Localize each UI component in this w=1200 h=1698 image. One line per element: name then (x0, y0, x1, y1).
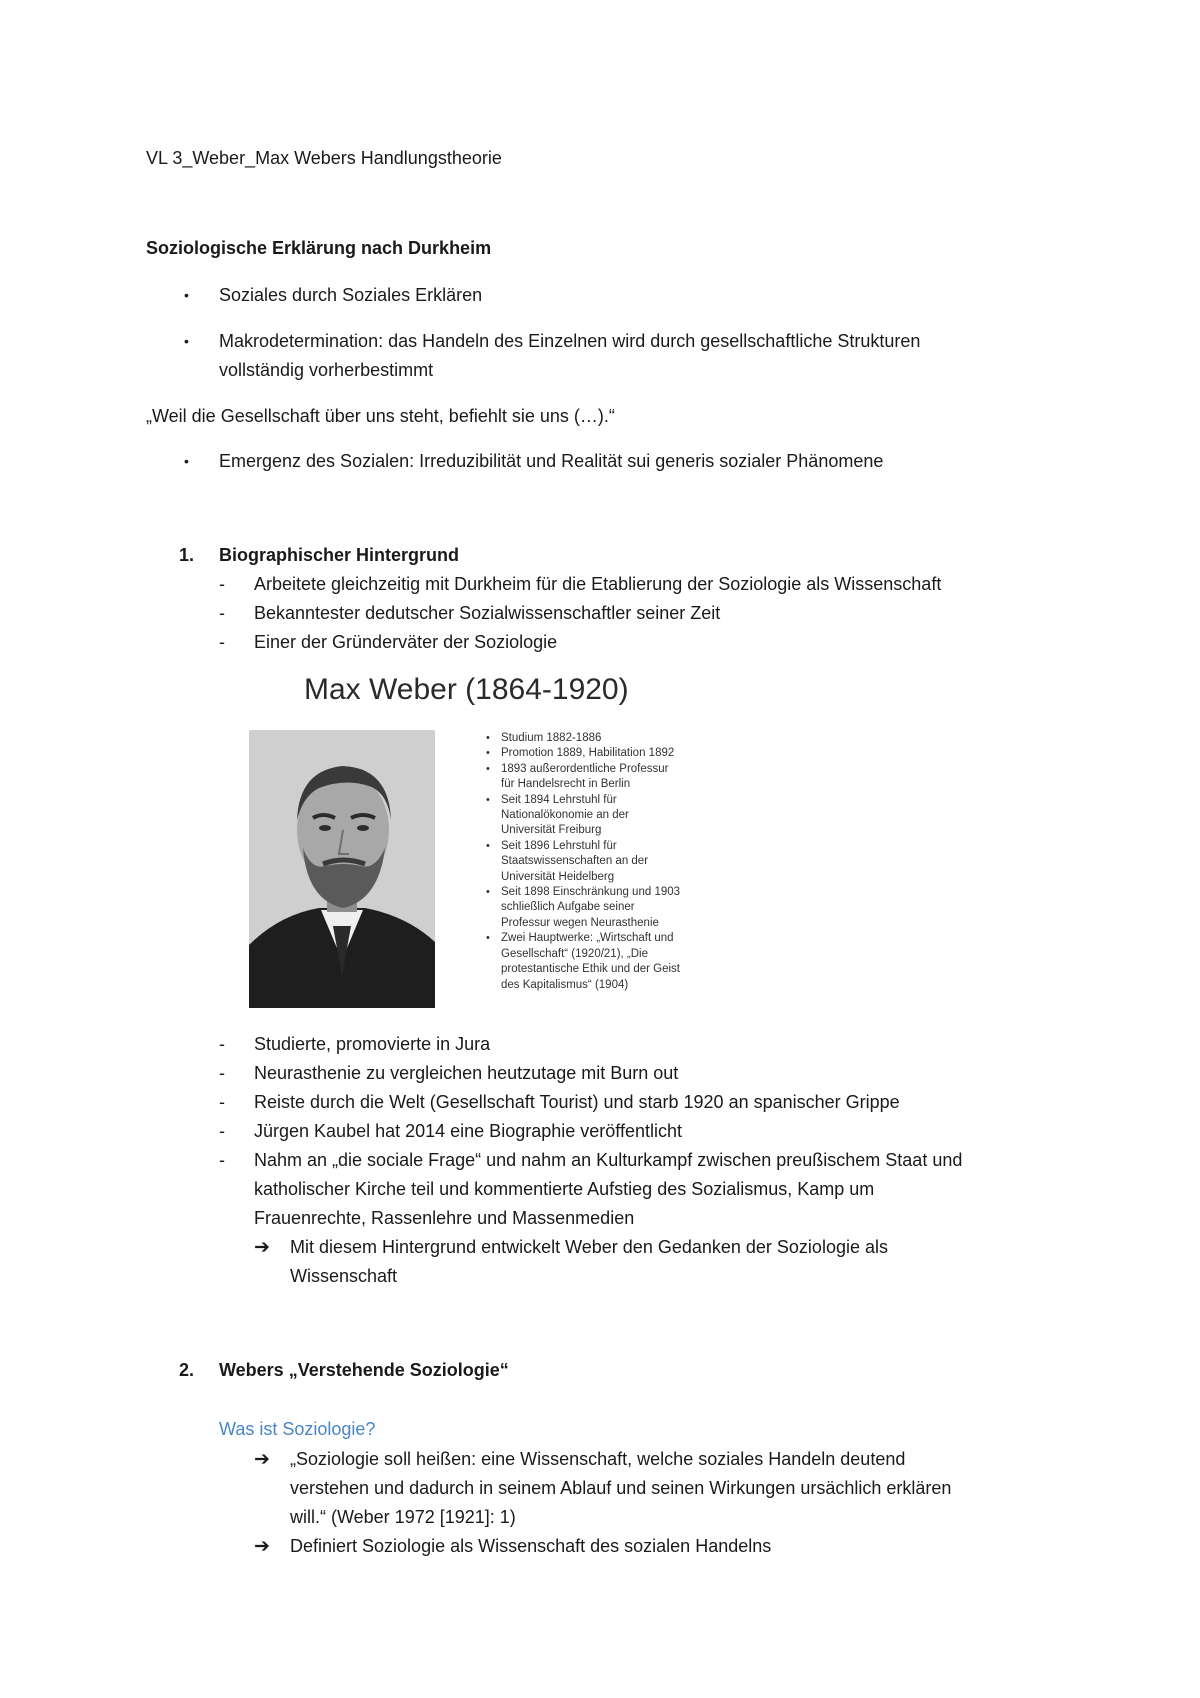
slide-list-item: • Promotion 1889, Habilitation 1892 (483, 746, 763, 761)
list-item: Soziales durch Soziales Erklären (219, 285, 483, 305)
slide-list-item: • Seit 1896 Lehrstuhl für Staatswissenschaften an der Universität Heidelberg (483, 839, 763, 885)
list-item: Einer der Gründerväter der Soziologie (254, 632, 558, 652)
dash-marker: - (219, 574, 225, 594)
slide-list-item: • 1893 außerordentliche Professur für Handelsrecht in Berlin (483, 762, 763, 793)
slide-list-item: • Zwei Hauptwerke: „Wirtschaft und Gesellschaft“ (1920/21), „Die protestantische Ethik und der Geist des Kapitalismus“ (1904) (483, 931, 763, 993)
arrow-right-icon: ➔ (254, 1449, 270, 1470)
section-heading-biography: Biographischer Hintergrund (219, 545, 460, 565)
list-item-continuation: katholischer Kirche teil und kommentierte Aufstieg des Sozialismus, Kamp um (254, 1179, 875, 1199)
dash-marker: - (219, 1150, 225, 1170)
list-item-continuation: vollständig vorherbestimmt (219, 360, 434, 380)
arrow-right-icon: ➔ (254, 1536, 270, 1557)
dash-marker: - (219, 632, 225, 652)
quote-text: „Weil die Gesellschaft über uns steht, befiehlt sie uns (…).“ (146, 406, 615, 426)
slide-bullet-list (483, 731, 763, 993)
slide-list-item: • Seit 1898 Einschränkung und 1903 schließlich Aufgabe seiner Professur wegen Neurasthenie (483, 885, 763, 931)
bullet-icon: • (184, 333, 189, 349)
portrait-image (249, 730, 435, 1008)
dash-marker: - (219, 1121, 225, 1141)
subheading: Was ist Soziologie? (219, 1419, 376, 1439)
list-item: Reiste durch die Welt (Gesellschaft Tourist) und starb 1920 an spanischer Grippe (254, 1092, 900, 1112)
list-item: Jürgen Kaubel hat 2014 eine Biographie veröffentlicht (254, 1121, 682, 1141)
section-number: 1. (179, 545, 195, 565)
slide-list-item: • Seit 1894 Lehrstuhl für Nationalökonomie an der Universität Freiburg (483, 793, 763, 839)
list-item: Makrodetermination: das Handeln des Einzelnen wird durch gesellschaftliche Strukturen (219, 331, 921, 351)
section-heading-durkheim: Soziologische Erklärung nach Durkheim (146, 238, 492, 258)
section-number: 2. (179, 1360, 195, 1380)
list-item: Emergenz des Sozialen: Irreduzibilität und Realität sui generis sozialer Phänomene (219, 451, 884, 471)
section-heading-verstehende: Webers „Verstehende Soziologie“ (219, 1360, 509, 1380)
list-item: Nahm an „die sociale Frage“ und nahm an Kulturkampf zwischen preußischem Staat und (254, 1150, 963, 1170)
arrow-item: Definiert Soziologie als Wissenschaft des sozialen Handelns (290, 1536, 772, 1556)
arrow-item-continuation: Wissenschaft (290, 1266, 398, 1286)
dash-marker: - (219, 1092, 225, 1112)
arrow-item: „Soziologie soll heißen: eine Wissenschaft, welche soziales Handeln deutend (290, 1449, 906, 1469)
slide-list-item: • Studium 1882-1886 (483, 731, 763, 746)
list-item: Bekanntester dedutscher Sozialwissenschaftler seiner Zeit (254, 603, 721, 623)
arrow-item: Mit diesem Hintergrund entwickelt Weber den Gedanken der Soziologie als (290, 1237, 888, 1257)
embedded-slide (200, 670, 760, 1010)
arrow-item-continuation: will.“ (Weber 1972 [1921]: 1) (290, 1507, 516, 1527)
list-item: Neurasthenie zu vergleichen heutzutage mit Burn out (254, 1063, 679, 1083)
arrow-right-icon: ➔ (254, 1237, 270, 1258)
portrait-illustration (249, 730, 435, 1008)
dash-marker: - (219, 1034, 225, 1054)
list-item-continuation: Frauenrechte, Rassenlehre und Massenmedien (254, 1208, 635, 1228)
list-item: Studierte, promovierte in Jura (254, 1034, 491, 1054)
bullet-icon: • (184, 287, 189, 303)
document-title: VL 3_Weber_Max Webers Handlungstheorie (146, 148, 502, 168)
arrow-item-continuation: verstehen und dadurch in seinem Ablauf und seinen Wirkungen ursächlich erklären (290, 1478, 952, 1498)
list-item: Arbeitete gleichzeitig mit Durkheim für die Etablierung der Soziologie als Wissenschaft (254, 574, 942, 594)
dash-marker: - (219, 603, 225, 623)
dash-marker: - (219, 1063, 225, 1083)
bullet-icon: • (184, 453, 189, 469)
slide-title: Max Weber (1864-1920) (304, 673, 629, 706)
